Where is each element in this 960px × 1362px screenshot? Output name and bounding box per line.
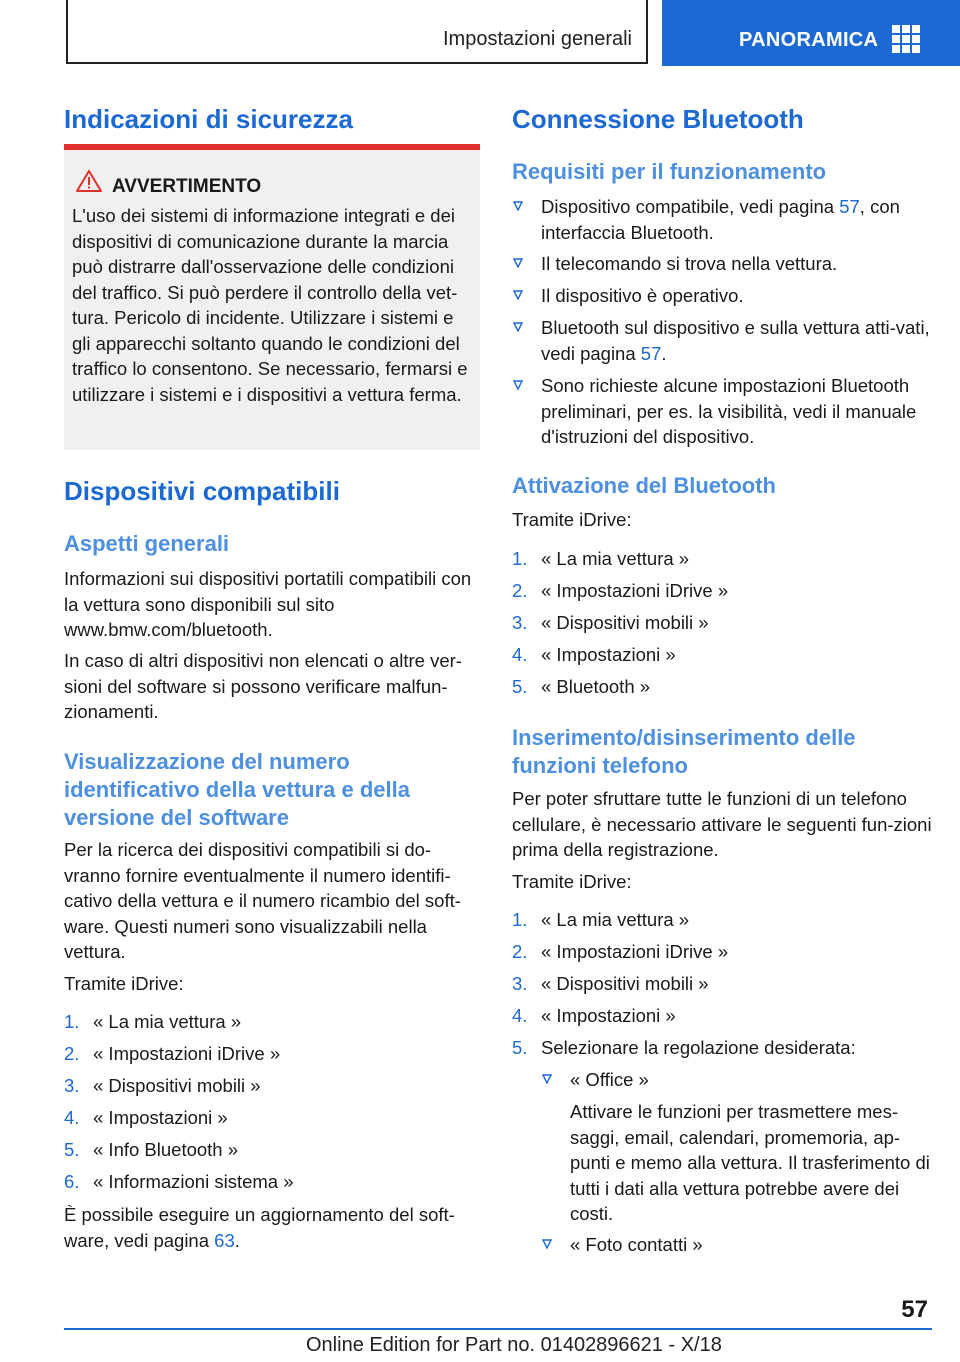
triangle-bullet-icon (513, 201, 523, 211)
grid-icon (892, 25, 920, 53)
overview-nav-label: PANORAMICA (739, 29, 879, 51)
triangle-bullet-icon (513, 290, 523, 300)
heading-general: Aspetti generali (64, 531, 230, 556)
paragraph-ident: Per la ricerca dei dispositivi compatibili si do-vranno fornire eventualmente il numero identifi-cativo della vettura e il numero ricambio del soft-ware. Questi numeri sono visualizzabili nella vettura. (64, 839, 461, 962)
warning-triangle-icon (76, 170, 102, 192)
via-idrive-label: Tramite iDrive: (512, 871, 632, 892)
triangle-bullet-icon (513, 258, 523, 268)
triangle-bullet-icon (513, 322, 523, 332)
heading-phone-functions: Inserimento/disinserimento delle funzioni telefono (512, 725, 856, 778)
paragraph-update: È possibile eseguire un aggiornamento del soft-ware, vedi pagina 63. (64, 1204, 455, 1251)
triangle-bullet-icon (542, 1239, 552, 1249)
paragraph-general-1: Informazioni sui dispositivi portatili compatibili con la vettura sono disponibili sul sito www.bmw.com/bluetooth. (64, 568, 472, 640)
warning-box (64, 144, 480, 450)
footer-edition: Online Edition for Part no. 01402896621 - X/18 (306, 1334, 722, 1356)
page-link-63[interactable]: 63 (214, 1229, 235, 1251)
heading-activation: Attivazione del Bluetooth (512, 473, 776, 498)
page-number: 57 (901, 1296, 928, 1323)
paragraph-general-2: In caso di altri dispositivi non elencati o altre ver-sioni del software si possono verificare malfun-zionamenti. (64, 650, 462, 722)
section-title: Impostazioni generali (443, 28, 632, 50)
header-section-box (66, 0, 648, 64)
heading-safety: Indicazioni di sicurezza (64, 104, 353, 134)
overview-nav-button[interactable] (662, 0, 960, 66)
via-idrive-label: Tramite iDrive: (512, 509, 632, 530)
warning-text: L'uso dei sistemi di informazione integrati e dei dispositivi di comunicazione durante la marcia può distrarre dall'osservazione delle condizioni del traffico. Si può perdere il controllo della vet-tura. Pericolo di incidente. Utilizzare i sistemi e gli apparecchi soltanto quando le condizioni del traffico lo consentono. Se necessario, fermarsi e utilizzare i sistemi e i dispositivi a vettura ferma. (72, 205, 468, 405)
heading-ident: Visualizzazione del numero identificativo della vettura e della versione del software (64, 749, 410, 830)
footer-divider (64, 1328, 932, 1330)
page-link-57[interactable]: 57 (839, 196, 860, 217)
heading-devices: Dispositivi compatibili (64, 476, 340, 506)
heading-bluetooth: Connessione Bluetooth (512, 104, 804, 134)
triangle-bullet-icon (513, 380, 523, 390)
office-description: Attivare le funzioni per trasmettere mes-saggi, email, calendari, promemoria, ap-punti e memo alla vettura. Il trasferimento di tutti i dati alla vettura potrebbe avere dei costi. (570, 1101, 930, 1224)
via-idrive-label: Tramite iDrive: (64, 973, 184, 994)
page-link-57[interactable]: 57 (640, 342, 662, 364)
paragraph-phone: Per poter sfruttare tutte le funzioni di un telefono cellulare, è necessario attivare le seguenti fun-zioni prima della registrazione. (512, 788, 932, 860)
warning-title: AVVERTIMENTO (112, 176, 262, 197)
heading-requirements: Requisiti per il funzionamento (512, 159, 827, 184)
triangle-bullet-icon (542, 1074, 552, 1084)
